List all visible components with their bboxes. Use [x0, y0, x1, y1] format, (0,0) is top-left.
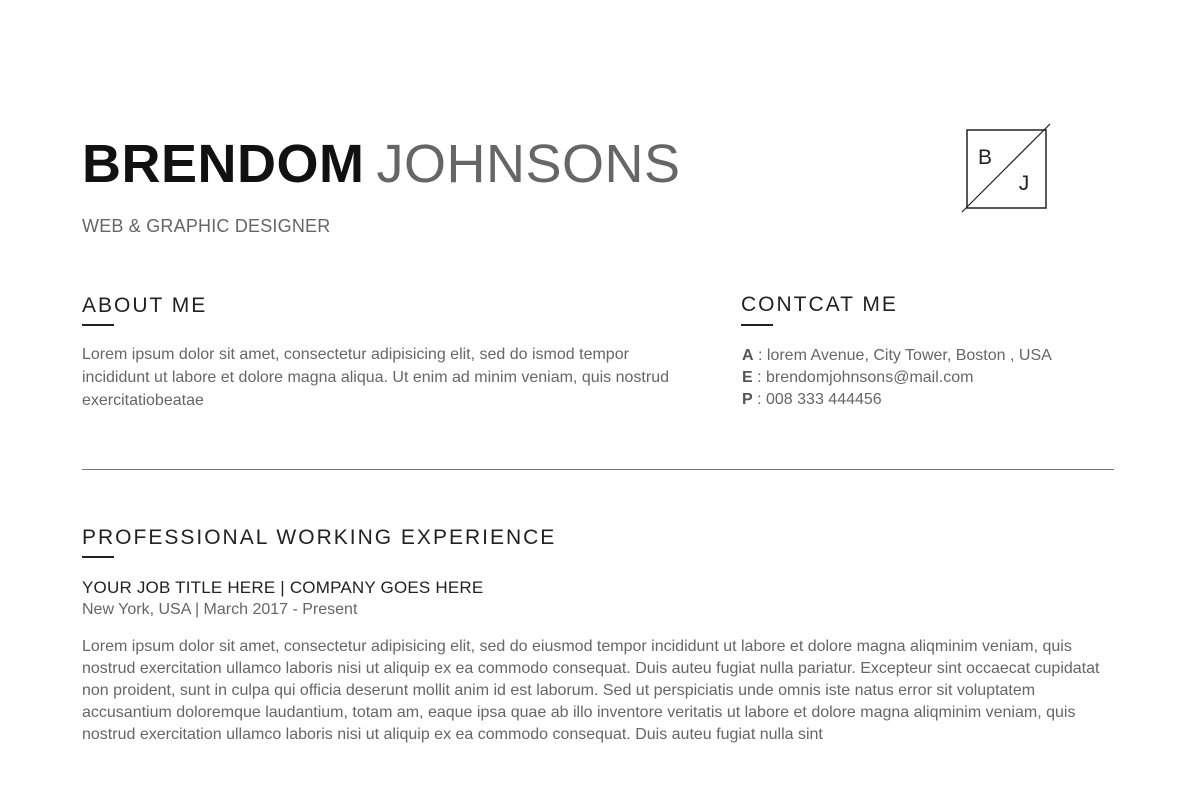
contact-phone-value: : 008 333 444456	[752, 391, 882, 408]
contact-address-label: A	[742, 347, 754, 364]
last-name: JOHNSONS	[376, 134, 681, 194]
contact-email	[742, 367, 1052, 389]
about-section-title: ABOUT ME	[82, 294, 208, 317]
about-text: Lorem ipsum dolor sit amet, consectetur adipisicing elit, sed do ismod tempor incididunt ut labore et dolore magna aliqua. Ut enim ad minim veniam, quis nostrud exercitatiobeatae	[82, 346, 669, 409]
contact-list	[742, 345, 1052, 411]
section-divider	[82, 469, 1114, 470]
experience-section-title: PROFESSIONAL WORKING EXPERIENCE	[82, 526, 557, 549]
experience-title-underline	[82, 556, 114, 558]
monogram-logo	[960, 122, 1052, 214]
contact-email-value: : brendomjohnsons@mail.com	[752, 369, 974, 386]
job-role-subtitle: WEB & GRAPHIC DESIGNER	[82, 216, 331, 236]
contact-address	[742, 345, 1052, 367]
job-location-date: New York, USA | March 2017 - Present	[82, 601, 358, 618]
contact-address-value: : lorem Avenue, City Tower, Boston , USA	[753, 347, 1052, 364]
monogram-letter-bottom: J	[1018, 172, 1030, 195]
job-title: YOUR JOB TITLE HERE | COMPANY GOES HERE	[82, 578, 484, 597]
contact-phone	[742, 389, 1052, 411]
resume-name	[82, 132, 681, 196]
monogram-letter-top: B	[977, 146, 993, 169]
first-name: BRENDOM	[82, 134, 365, 194]
about-title-underline	[82, 324, 114, 326]
contact-phone-label: P	[742, 391, 753, 408]
contact-title-underline	[741, 324, 773, 326]
job-description: Lorem ipsum dolor sit amet, consectetur adipisicing elit, sed do eiusmod tempor incididunt ut labore et dolore magna aliqminim veniam, quis nostrud exercitation ullamco laboris nisi ut aliquip ex ea commodo consequat. Duis auteu fugiat nulla pariatur. Excepteur sint occaecat cupidatat non proident, sunt in culpa qui officia deserunt mollit anim id est laborum. Sed ut perspiciatis unde omnis iste natus error sit voluptatem accusantium doloremque laudantium, totam am, eaque ipsa quae ab illo inventore veritatis ut labore et dolore magna aliqminim veniam, quis nostrud exercitation ullamco laboris nisi ut aliquip ex ea commodo consequat. Duis auteu fugiat nulla sint	[82, 638, 1100, 743]
contact-section-title: CONTCAT ME	[741, 293, 898, 316]
contact-email-label: E	[742, 369, 753, 386]
